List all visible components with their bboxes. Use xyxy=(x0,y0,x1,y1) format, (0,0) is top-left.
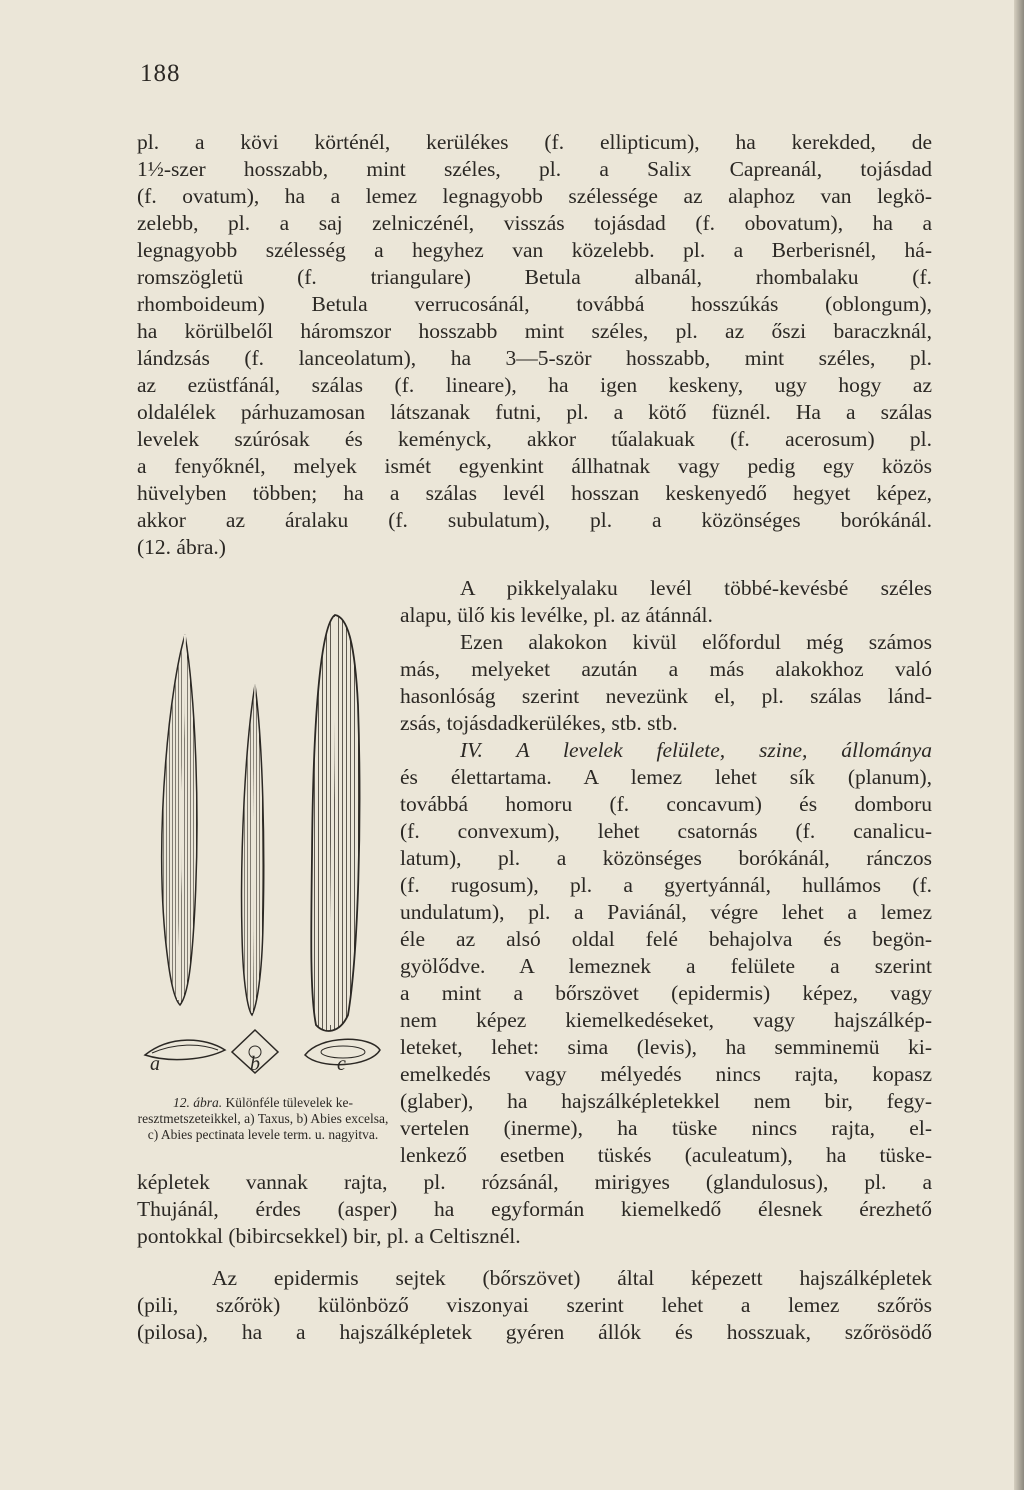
text-line: latum), pl. a közönséges borókánál, ránczos xyxy=(400,846,932,870)
text-line: hasonlóság szerint nevezünk el, pl. szálas lánd- xyxy=(400,684,932,708)
page-edge xyxy=(1014,0,1024,1490)
text-line: emelkedés vagy mélyedés nincs rajta, kopasz xyxy=(400,1062,932,1086)
figure-label-c: c xyxy=(337,1053,346,1075)
text-line: (f. rugosum), pl. a gyertyánnál, hullámos (f. xyxy=(400,873,932,897)
text-line: (12. ábra.) xyxy=(137,535,226,559)
needle-a xyxy=(162,635,197,1005)
text-line: (f. convexum), lehet csatornás (f. canalicu- xyxy=(400,819,932,843)
conifer-needles-illustration xyxy=(130,605,390,1075)
text-line: rhomboideum) Betula verrucosánál, továbbá hosszúkás (oblongum), xyxy=(137,292,932,316)
text-line: Thujánál, érdes (asper) ha egyformán kiemelkedő élesnek érezhető xyxy=(137,1197,932,1221)
text-line: hüvelyben többen; ha a szálas levél hosszan keskenyedő hegyet képez, xyxy=(137,481,932,505)
text-line: gyölődve. A lemeznek a felülete a szerint xyxy=(400,954,932,978)
figure-caption xyxy=(132,1095,394,1143)
text-line: (glaber), ha hajszálképletekkel nem bir, fegy- xyxy=(400,1089,932,1113)
text-line: undulatum), pl. a Paviánál, végre lehet a lemez xyxy=(400,900,932,924)
section-heading: IV. A levelek felülete, szine, állománya xyxy=(460,738,932,762)
text-line: (pili, szőrök) különböző viszonyai szerint lehet a lemez szőrös xyxy=(137,1293,932,1317)
text-line: legnagyobb szélesség a hegyhez van közelebb. pl. a Berberisnél, há- xyxy=(137,238,932,262)
text-line: (f. ovatum), ha a lemez legnagyobb szélessége az alaphoz van legkö- xyxy=(137,184,932,208)
text-line: pl. a kövi körténél, kerülékes (f. ellipticum), ha kerekded, de xyxy=(137,130,932,154)
text-line: képletek vannak rajta, pl. rózsánál, mirigyes (glandulosus), pl. a xyxy=(137,1170,932,1194)
text-line: vertelen (inerme), ha tüske nincs rajta, el- xyxy=(400,1116,932,1140)
text-line: pontokkal (bibircsekkel) bir, pl. a Celtisznél. xyxy=(137,1224,521,1248)
text-line: levelek szúrósak és keményck, akkor tűalakuak (f. acerosum) pl. xyxy=(137,427,932,451)
text-line: Ezen alakokon kivül előfordul még számos xyxy=(460,630,932,654)
text-line: továbbá homoru (f. concavum) és domboru xyxy=(400,792,932,816)
text-line: 1½-szer hosszabb, mint széles, pl. a Salix Capreanál, tojásdad xyxy=(137,157,932,181)
figure-caption-text: Különféle tülevelek ke-resztmetszeteikkel, a) Taxus, b) Abies excelsa, c) Abies pectinata levele term. u. nagyitva. xyxy=(137,1095,389,1142)
text-line: ha körülbelől háromszor hosszabb mint széles, pl. az őszi baraczknál, xyxy=(137,319,932,343)
text-line: Az epidermis sejtek (bőrszövet) által képezett hajszálképletek xyxy=(212,1266,932,1290)
text-line: lenkező esetben tüskés (aculeatum), ha tüske- xyxy=(400,1143,932,1167)
text-line: zsás, tojásdadkerülékes, stb. stb. xyxy=(400,711,678,735)
text-line: leteket, lehet: sima (levis), ha semminemü ki- xyxy=(400,1035,932,1059)
text-line: éle az alsó oldal felé behajolva és begön- xyxy=(400,927,932,951)
figure-label-a: a xyxy=(150,1053,160,1075)
text-line: A pikkelyalaku levél többé-kevésbé széles xyxy=(460,576,932,600)
text-line: alapu, ülő kis levélke, pl. az átánnál. xyxy=(400,603,713,627)
page-number: 188 xyxy=(140,60,181,87)
needle-c xyxy=(311,615,359,1031)
text-line: akkor az áralaku (f. subulatum), pl. a közönséges borókánál. xyxy=(137,508,932,532)
text-line: és élettartama. A lemez lehet sík (planum), xyxy=(400,765,932,789)
text-line: lándzsás (f. lanceolatum), ha 3—5-ször hosszabb, mint széles, pl. xyxy=(137,346,932,370)
text-line: nem képez kiemelkedéseket, vagy hajszálkép- xyxy=(400,1008,932,1032)
text-line: romszögletü (f. triangulare) Betula albanál, rhombalaku (f. xyxy=(137,265,932,289)
text-line: a fenyőknél, melyek ismét egyenkint állhatnak vagy pedig egy közös xyxy=(137,454,932,478)
text-line: oldalélek párhuzamosan látszanak futni, pl. a kötő füznél. Ha a szálas xyxy=(137,400,932,424)
figure-caption-number: 12. ábra. xyxy=(173,1095,223,1110)
figure-12 xyxy=(130,605,390,1075)
text-line: az ezüstfánál, szálas (f. lineare), ha igen keskeny, ugy hogy az xyxy=(137,373,932,397)
text-line: (pilosa), ha a hajszálképletek gyéren állók és hosszuak, szőrösödő xyxy=(137,1320,932,1344)
text-line: zelebb, pl. a saj zelniczénél, visszás tojásdad (f. obovatum), ha a xyxy=(137,211,932,235)
text-line: más, melyeket azután a más alakokhoz való xyxy=(400,657,932,681)
text-line: a mint a bőrszövet (epidermis) képez, vagy xyxy=(400,981,932,1005)
needle-b xyxy=(242,685,264,1015)
figure-label-b: b xyxy=(250,1053,260,1075)
